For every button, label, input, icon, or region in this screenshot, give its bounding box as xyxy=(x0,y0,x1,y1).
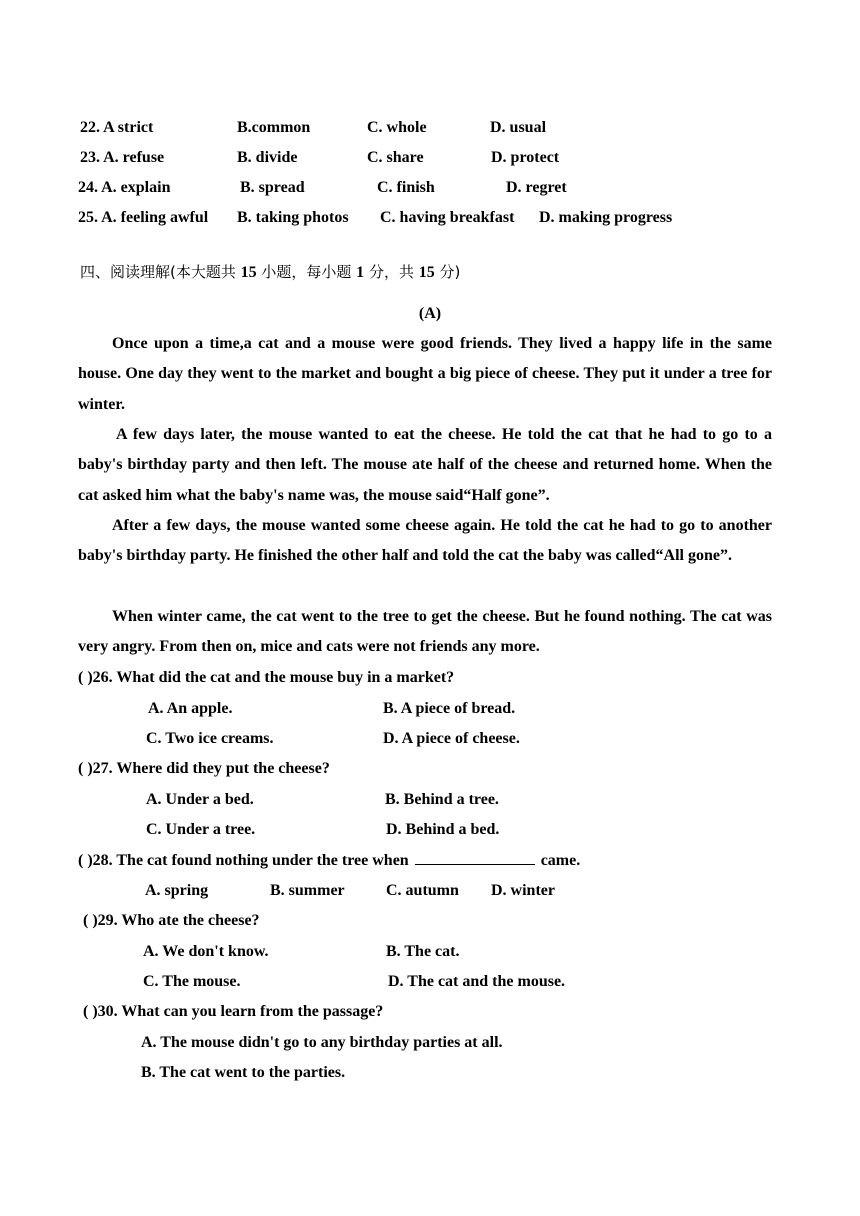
option-22a: 22. A strict xyxy=(80,119,154,136)
passage-paragraph-2: A few days later, the mouse wanted to eat the cheese. He told the cat that he had to go to a baby's birthday party and then left. The mouse ate half of the cheese and returned home. When the cat asked him what the baby's name was, the mouse said“Half gone”. xyxy=(78,426,772,504)
question-30-option-a: A. The mouse didn't go to any birthday parties at all. xyxy=(141,1034,503,1051)
option-24c: C. finish xyxy=(377,179,435,196)
passage-paragraph-3: After a few days, the mouse wanted some cheese again. He told the cat he had to go to another baby's birthday party. He finished the other half and told the cat the baby was called“All gone”. xyxy=(78,517,772,565)
option-24b: B. spread xyxy=(240,179,305,196)
question-29-option-d: D. The cat and the mouse. xyxy=(388,973,566,990)
option-23d: D. protect xyxy=(491,149,560,166)
question-26-stem: ( )26. What did the cat and the mouse buy in a market? xyxy=(78,669,455,686)
passage-paragraph-4: When winter came, the cat went to the tree to get the cheese. But he found nothing. The cat was very angry. From then on, mice and cats were not friends any more. xyxy=(78,608,772,656)
question-29-stem: ( )29. Who ate the cheese? xyxy=(83,912,260,929)
option-22b: B.common xyxy=(237,119,311,136)
option-22d: D. usual xyxy=(490,119,547,136)
question-29-option-b: B. The cat. xyxy=(386,943,460,960)
option-22c: C. whole xyxy=(367,119,427,136)
question-27-option-c: C. Under a tree. xyxy=(146,821,256,838)
passage-paragraph-1: Once upon a time,a cat and a mouse were good friends. They lived a happy life in the same house. One day they went to the market and bought a big piece of cheese. They put it under a tree for winter. xyxy=(78,335,772,413)
question-27-option-a: A. Under a bed. xyxy=(146,791,254,808)
question-28-option-a: A. spring xyxy=(145,882,209,899)
section-heading: 四、阅读理解(本大题共 15 小题，每小题 1 分，共 15 分) xyxy=(80,263,461,281)
question-28-option-c: C. autumn xyxy=(386,882,459,899)
option-25b: B. taking photos xyxy=(237,209,349,226)
option-23c: C. share xyxy=(367,149,424,166)
question-27-option-b: B. Behind a tree. xyxy=(385,791,499,808)
option-23b: B. divide xyxy=(237,149,298,166)
option-25c: C. having breakfast xyxy=(380,209,515,226)
question-26-option-d: D. A piece of cheese. xyxy=(383,730,520,747)
question-27-option-d: D. Behind a bed. xyxy=(386,821,500,838)
answer-blank[interactable] xyxy=(415,850,535,865)
question-29-option-a: A. We don't know. xyxy=(143,943,269,960)
question-27-stem: ( )27. Where did they put the cheese? xyxy=(78,760,330,777)
option-24d: D. regret xyxy=(506,179,567,196)
question-28-option-b: B. summer xyxy=(270,882,345,899)
option-23a: 23. A. refuse xyxy=(80,149,165,166)
question-26-option-b: B. A piece of bread. xyxy=(383,700,516,717)
question-26-option-a: A. An apple. xyxy=(148,700,233,717)
question-30-stem: ( )30. What can you learn from the passage? xyxy=(83,1003,384,1020)
question-26-option-c: C. Two ice creams. xyxy=(146,730,274,747)
passage-label: (A) xyxy=(418,305,442,322)
question-29-option-c: C. The mouse. xyxy=(143,973,241,990)
question-30-option-b: B. The cat went to the parties. xyxy=(141,1064,346,1081)
option-25a: 25. A. feeling awful xyxy=(78,209,209,226)
question-28-stem: ( )28. The cat found nothing under the tree when came. xyxy=(78,852,581,869)
option-24a: 24. A. explain xyxy=(78,179,171,196)
question-28-option-d: D. winter xyxy=(491,882,555,899)
option-25d: D. making progress xyxy=(539,209,673,226)
